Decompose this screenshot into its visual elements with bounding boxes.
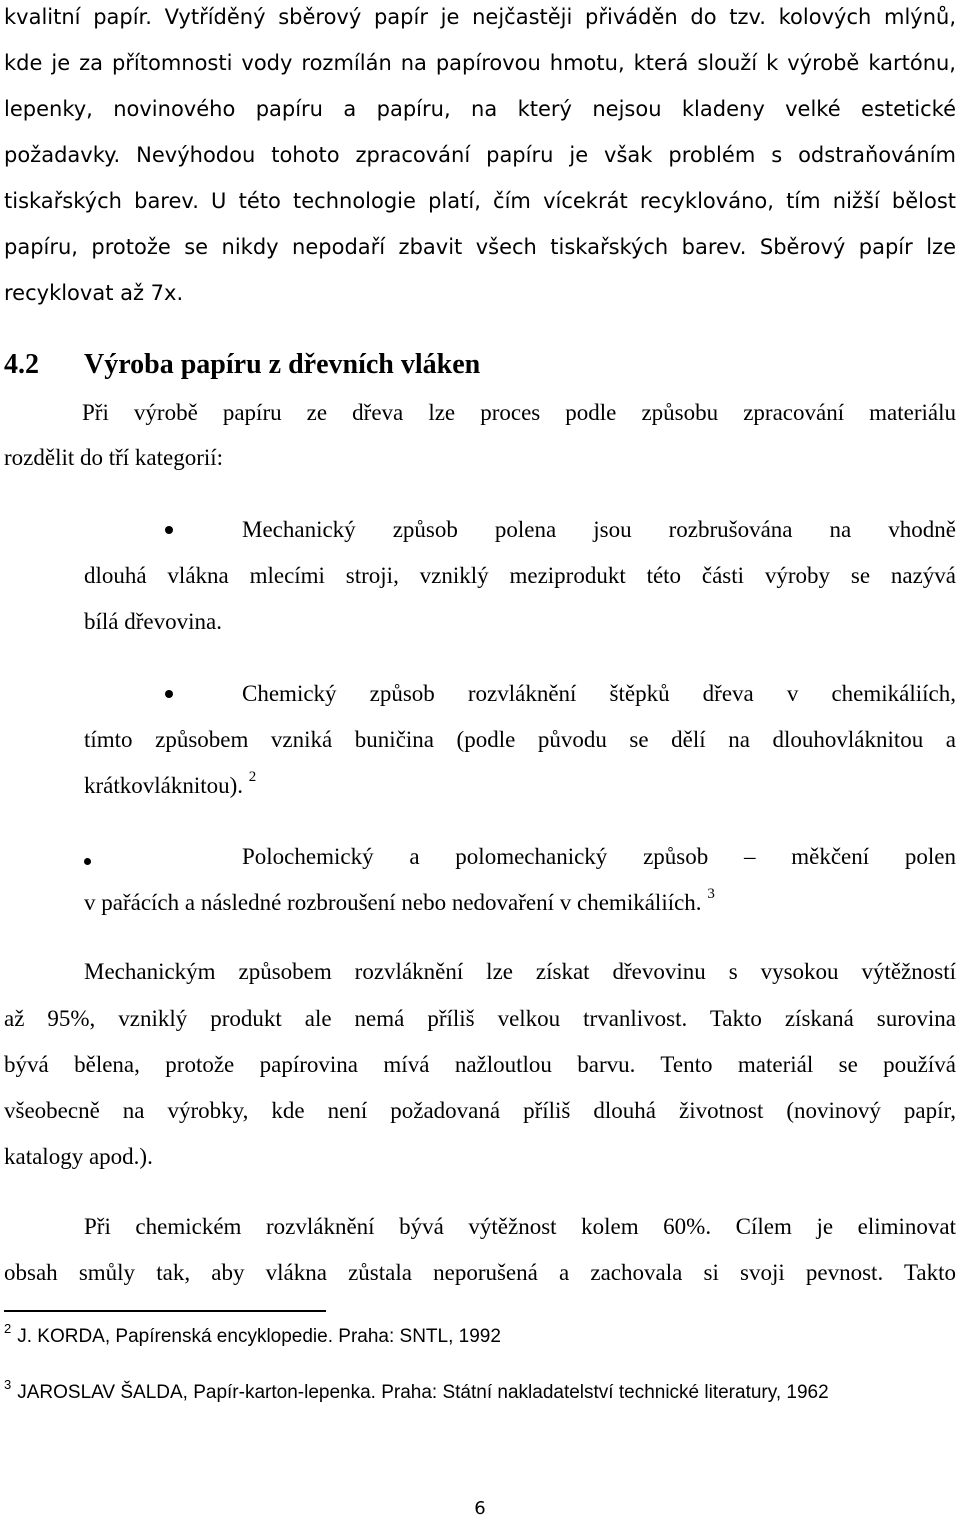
list-item-line: Chemický způsob rozvláknění štěpků dřeva v chemikáliích, [242, 681, 956, 706]
footnote-number: 2 [4, 1321, 12, 1336]
paragraph-line: Při výrobě papíru ze dřeva lze proces podle způsobu zpracování materiálu [82, 400, 956, 425]
paragraph-line: papíru, protože se nikdy nepodaří zbavit všech tiskařských barev. Sběrový papír lze [4, 235, 956, 259]
paragraph-line: bývá bělena, protože papírovina mívá nažloutlou barvu. Tento materiál se používá [4, 1052, 956, 1077]
footnote-number: 3 [4, 1377, 12, 1392]
list-item-line: dlouhá vlákna mlecími stroji, vzniklý meziprodukt této části výroby se nazývá [84, 563, 956, 588]
footnote [4, 1377, 829, 1406]
section-heading [4, 348, 480, 382]
paragraph-line: obsah smůly tak, aby vlákna zůstala neporušená a zachovala si svoji pevnost. Takto [4, 1260, 956, 1285]
footnote-reference: 3 [707, 886, 715, 902]
paragraph-line: všeobecně na výrobky, kde není požadovaná příliš dlouhá životnost (novinový papír, [4, 1098, 956, 1123]
paragraph-line: katalogy apod.). [4, 1144, 153, 1169]
footnote-reference: 2 [248, 769, 257, 785]
paragraph-line: kvalitní papír. Vytříděný sběrový papír je nejčastěji přiváděn do tzv. kolových mlýnů, [4, 5, 956, 29]
bullet-icon [84, 858, 91, 865]
footnote-text: J. KORDA, Papírenská encyklopedie. Praha: SNTL, 1992 [17, 1326, 501, 1347]
list-item-line: Mechanický způsob polena jsou rozbrušována na vhodně [242, 517, 956, 542]
paragraph-line: požadavky. Nevýhodou tohoto zpracování papíru je však problém s odstraňováním [4, 143, 956, 167]
paragraph-line: kde je za přítomnosti vody rozmílán na papírovou hmotu, která slouží k výrobě kartónu, [4, 51, 956, 75]
paragraph-line: rozdělit do tří kategorií: [4, 445, 224, 470]
paragraph-line: lepenky, novinového papíru a papíru, na který nejsou kladeny velké estetické [4, 97, 956, 121]
list-item-line [84, 771, 956, 801]
list-item-text: krátkovláknitou). [84, 773, 244, 798]
paragraph-line: tiskařských barev. U této technologie platí, čím vícekrát recyklováno, tím nižší bělost [4, 189, 956, 213]
bullet-icon [165, 526, 173, 534]
list-item-line: tímto způsobem vzniká buničina (podle původu se dělí na dlouhovláknitou a [84, 727, 956, 752]
bullet-icon [165, 690, 173, 698]
page-number: 6 [474, 1498, 486, 1519]
list-item-line: Polochemický a polomechanický způsob – měkčení polen [242, 844, 956, 869]
footnote-separator [4, 1310, 326, 1312]
section-title: Výroba papíru z dřevních vláken [84, 349, 481, 380]
list-item-line [84, 888, 956, 918]
paragraph-line: recyklovat až 7x. [4, 281, 184, 305]
footnote-text: JAROSLAV ŠALDA, Papír-karton-lepenka. Praha: Státní nakladatelství technické literatury, 1962 [17, 1382, 829, 1403]
section-number: 4.2 [4, 349, 39, 380]
footnote [4, 1321, 501, 1350]
list-item-line: bílá dřevovina. [84, 609, 222, 634]
paragraph-line: Při chemickém rozvláknění bývá výtěžnost kolem 60%. Cílem je eliminovat [84, 1214, 956, 1239]
paragraph-line: Mechanickým způsobem rozvláknění lze získat dřevovinu s vysokou výtěžností [84, 959, 956, 984]
paragraph-line: až 95%, vzniklý produkt ale nemá příliš velkou trvanlivost. Takto získaná surovina [4, 1006, 956, 1031]
list-item-text: v pařácích a následné rozbroušení nebo nedovaření v chemikáliích. [84, 890, 702, 915]
